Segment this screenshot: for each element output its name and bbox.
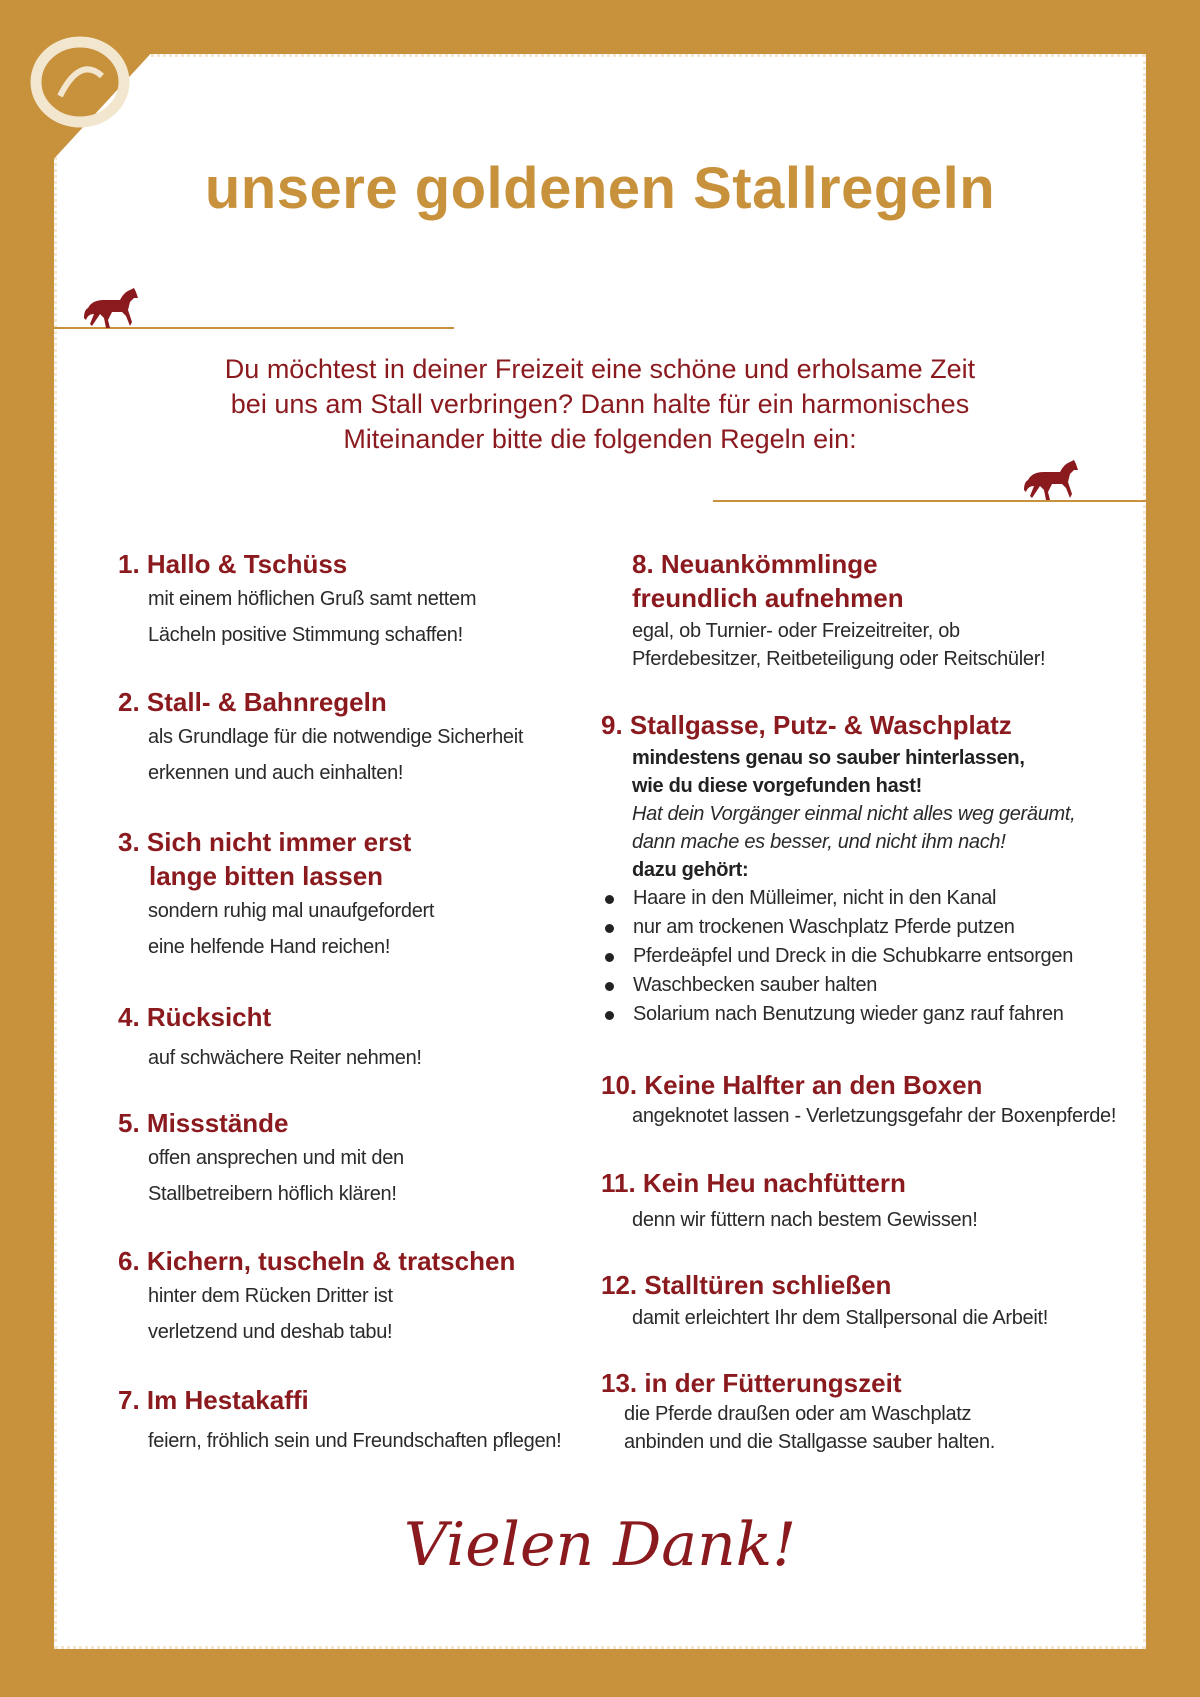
- rule-title: 13. in der Fütterungszeit: [601, 1368, 902, 1398]
- intro-line: Miteinander bitte die folgenden Regeln ein:: [343, 424, 857, 454]
- rule-13: [601, 1366, 995, 1456]
- rule-text: Lächeln positive Stimmung schaffen!: [148, 624, 463, 646]
- list-item: [601, 884, 1075, 913]
- rule-title: freundlich aufnehmen: [632, 583, 904, 613]
- horse-icon: [1022, 458, 1080, 502]
- rule-text: eine helfende Hand reichen!: [148, 936, 391, 958]
- rule-text: erkennen und auch einhalten!: [148, 762, 404, 784]
- rule-10: [601, 1068, 1116, 1130]
- rule-4: [118, 1000, 422, 1076]
- rule-12: [601, 1268, 1048, 1332]
- rule-text: Stallbetreibern höflich klären!: [148, 1183, 397, 1205]
- rule-8: [632, 547, 1045, 673]
- rule-text: damit erleichtert Ihr dem Stallpersonal die Arbeit!: [632, 1307, 1049, 1329]
- rule-title: 6. Kichern, tuscheln & tratschen: [118, 1246, 516, 1276]
- page-title: unsere goldenen Stallregeln: [204, 156, 996, 221]
- rule-11: [601, 1166, 977, 1238]
- rule-title: 11. Kein Heu nachfüttern: [601, 1168, 906, 1198]
- intro-line: bei uns am Stall verbringen? Dann halte für ein harmonisches: [230, 389, 970, 419]
- rule-text: Pferdebesitzer, Reitbeteiligung oder Reitschüler!: [632, 648, 1046, 670]
- list-item-text: Waschbecken sauber halten: [633, 974, 878, 996]
- bullet-icon: [605, 895, 614, 904]
- rule-title: lange bitten lassen: [149, 861, 384, 891]
- rule-2: [118, 685, 523, 791]
- thanks-text: Vielen Dank!: [403, 1510, 797, 1580]
- rule-title: 9. Stallgasse, Putz- & Waschplatz: [601, 710, 1012, 740]
- rule-text: angeknotet lassen - Verletzungsgefahr der Boxenpferde!: [632, 1105, 1117, 1127]
- rule-title: 12. Stalltüren schließen: [601, 1270, 892, 1300]
- rule-5: [118, 1106, 404, 1212]
- list-item-text: Solarium nach Benutzung wieder ganz rauf fahren: [633, 1003, 1064, 1025]
- horse-icon: [82, 286, 140, 330]
- rule-text: offen ansprechen und mit den: [148, 1147, 404, 1169]
- list-item: [601, 1000, 1075, 1029]
- rule-text: mit einem höflichen Gruß samt nettem: [148, 588, 477, 610]
- rule-title: 5. Missstände: [118, 1108, 289, 1138]
- rule-text: anbinden und die Stallgasse sauber halten.: [624, 1431, 996, 1453]
- rule-title: 2. Stall- & Bahnregeln: [118, 687, 387, 717]
- bullet-icon: [605, 982, 614, 991]
- rule-subheading: dazu gehört:: [632, 859, 749, 881]
- bullet-icon: [605, 1011, 614, 1020]
- rule-text: feiern, fröhlich sein und Freundschaften pflegen!: [148, 1430, 562, 1452]
- rule-3: [118, 825, 434, 965]
- rule-text-italic: dann mache es besser, und nicht ihm nach!: [632, 831, 1006, 853]
- rule-text: als Grundlage für die notwendige Sicherheit: [148, 726, 524, 748]
- rule-text: sondern ruhig mal unaufgefordert: [148, 900, 435, 922]
- divider-line: [713, 500, 1146, 502]
- rule-title: 8. Neuankömmlinge: [632, 549, 878, 579]
- bullet-icon: [605, 924, 614, 933]
- bullet-list: [601, 884, 1075, 1029]
- rule-text: egal, ob Turnier- oder Freizeitreiter, ob: [632, 620, 960, 642]
- rule-9: [601, 708, 1075, 1029]
- rule-6: [118, 1244, 515, 1350]
- list-item-text: nur am trockenen Waschplatz Pferde putzen: [633, 916, 1015, 938]
- intro-line: Du möchtest in deiner Freizeit eine schöne und erholsame Zeit: [224, 354, 976, 384]
- list-item: [601, 913, 1075, 942]
- rule-title: 10. Keine Halfter an den Boxen: [601, 1070, 983, 1100]
- rule-title: 1. Hallo & Tschüss: [118, 549, 348, 579]
- rule-text: verletzend und deshab tabu!: [148, 1321, 393, 1343]
- rule-1: [118, 547, 476, 653]
- list-item-text: Haare in den Mülleimer, nicht in den Kanal: [633, 887, 997, 909]
- list-item: [601, 971, 1075, 1000]
- rule-text-bold: mindestens genau so sauber hinterlassen,: [632, 747, 1025, 769]
- list-item-text: Pferdeäpfel und Dreck in die Schubkarre entsorgen: [633, 945, 1074, 967]
- rule-text: die Pferde draußen oder am Waschplatz: [624, 1403, 972, 1425]
- intro-text: [150, 352, 1050, 457]
- rule-text: auf schwächere Reiter nehmen!: [148, 1047, 422, 1069]
- rule-title: 3. Sich nicht immer erst: [118, 827, 412, 857]
- rule-text-italic: Hat dein Vorgänger einmal nicht alles weg geräumt,: [632, 803, 1076, 825]
- logo-icon: [30, 36, 130, 128]
- bullet-icon: [605, 953, 614, 962]
- list-item: [601, 942, 1075, 971]
- rule-title: 7. Im Hestakaffi: [118, 1385, 309, 1415]
- rule-text: hinter dem Rücken Dritter ist: [148, 1285, 393, 1307]
- rule-7: [118, 1383, 561, 1459]
- rule-text-bold: wie du diese vorgefunden hast!: [632, 775, 922, 797]
- rule-title: 4. Rücksicht: [118, 1002, 272, 1032]
- rule-text: denn wir füttern nach bestem Gewissen!: [632, 1209, 978, 1231]
